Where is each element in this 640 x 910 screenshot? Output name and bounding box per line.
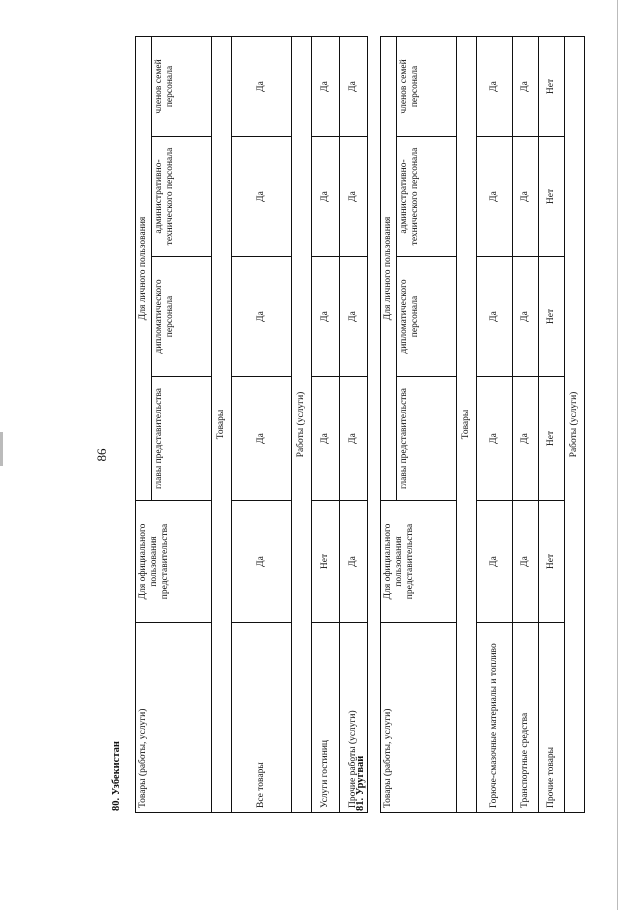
cell-value: Да — [311, 257, 339, 377]
table-row — [538, 36, 564, 812]
cell-value: Да — [339, 257, 367, 377]
cell-value: Да — [231, 36, 291, 136]
page-number: 86 — [94, 448, 109, 462]
table-uruguay — [380, 36, 585, 813]
rotated-content — [20, 59, 620, 835]
cell-value: Да — [476, 257, 512, 377]
cell-value: Да — [339, 137, 367, 257]
cell-value: Да — [231, 377, 291, 501]
cell-value: Да — [476, 36, 512, 136]
header-family: членов семей персонала — [151, 36, 211, 136]
row-item: Услуги гостиниц — [311, 623, 339, 813]
section-title: Работы (услуги) — [291, 36, 311, 812]
cell-value: Да — [311, 137, 339, 257]
row-item: Прочие работы (услуги) — [339, 623, 367, 813]
table-heading-uzbekistan: 80. Узбекистан — [111, 741, 122, 811]
cell-value: Да — [231, 137, 291, 257]
table-row — [476, 36, 512, 812]
scan-edge-mark — [0, 432, 3, 466]
section-title: Работы (услуги) — [564, 36, 584, 812]
cell-value: Да — [339, 377, 367, 501]
cell-value: Да — [476, 137, 512, 257]
cell-value: Да — [476, 377, 512, 501]
cell-value: Да — [311, 377, 339, 501]
cell-value: Да — [231, 257, 291, 377]
header-item: Товары (работы, услуги) — [136, 623, 212, 813]
table-row — [512, 36, 538, 812]
cell-value: Нет — [538, 501, 564, 623]
header-official: Для официального пользования представительства — [381, 501, 457, 623]
section-title: Товары — [211, 36, 231, 812]
cell-value: Да — [339, 36, 367, 136]
cell-value: Нет — [538, 257, 564, 377]
header-personal: Для личного пользования — [381, 36, 397, 500]
header-admin: административно-технического персонала — [151, 137, 211, 257]
header-personal: Для личного пользования — [136, 36, 152, 500]
header-official: Для официального пользования представительства — [136, 501, 212, 623]
header-item: Товары (работы, услуги) — [381, 623, 457, 813]
cell-value: Да — [476, 501, 512, 623]
cell-value: Нет — [538, 137, 564, 257]
header-diplomatic: дипломатического персонала — [396, 257, 456, 377]
table-row — [231, 36, 291, 812]
cell-value: Да — [512, 257, 538, 377]
cell-value: Да — [512, 501, 538, 623]
cell-value: Да — [311, 36, 339, 136]
table-heading-uruguay: 81. Уругвай — [355, 755, 366, 811]
row-item: Все товары — [231, 623, 291, 813]
cell-value: Да — [339, 501, 367, 623]
row-item: Горюче-смазочные материалы и топливо — [476, 623, 512, 813]
header-family: членов семей персонала — [396, 36, 456, 136]
header-diplomatic: дипломатического персонала — [151, 257, 211, 377]
table-row — [339, 36, 367, 812]
cell-value: Нет — [538, 377, 564, 501]
header-admin: административно-технического персонала — [396, 137, 456, 257]
header-head: главы представительства — [396, 377, 456, 501]
row-item: Транспортные средства — [512, 623, 538, 813]
cell-value: Да — [512, 377, 538, 501]
cell-value: Нет — [311, 501, 339, 623]
row-item: Прочие товары — [538, 623, 564, 813]
header-head: главы представительства — [151, 377, 211, 501]
table-uzbekistan — [135, 36, 368, 813]
cell-value: Да — [512, 36, 538, 136]
cell-value: Да — [231, 501, 291, 623]
table-row — [311, 36, 339, 812]
cell-value: Да — [512, 137, 538, 257]
section-title: Товары — [456, 36, 476, 812]
cell-value: Нет — [538, 36, 564, 136]
